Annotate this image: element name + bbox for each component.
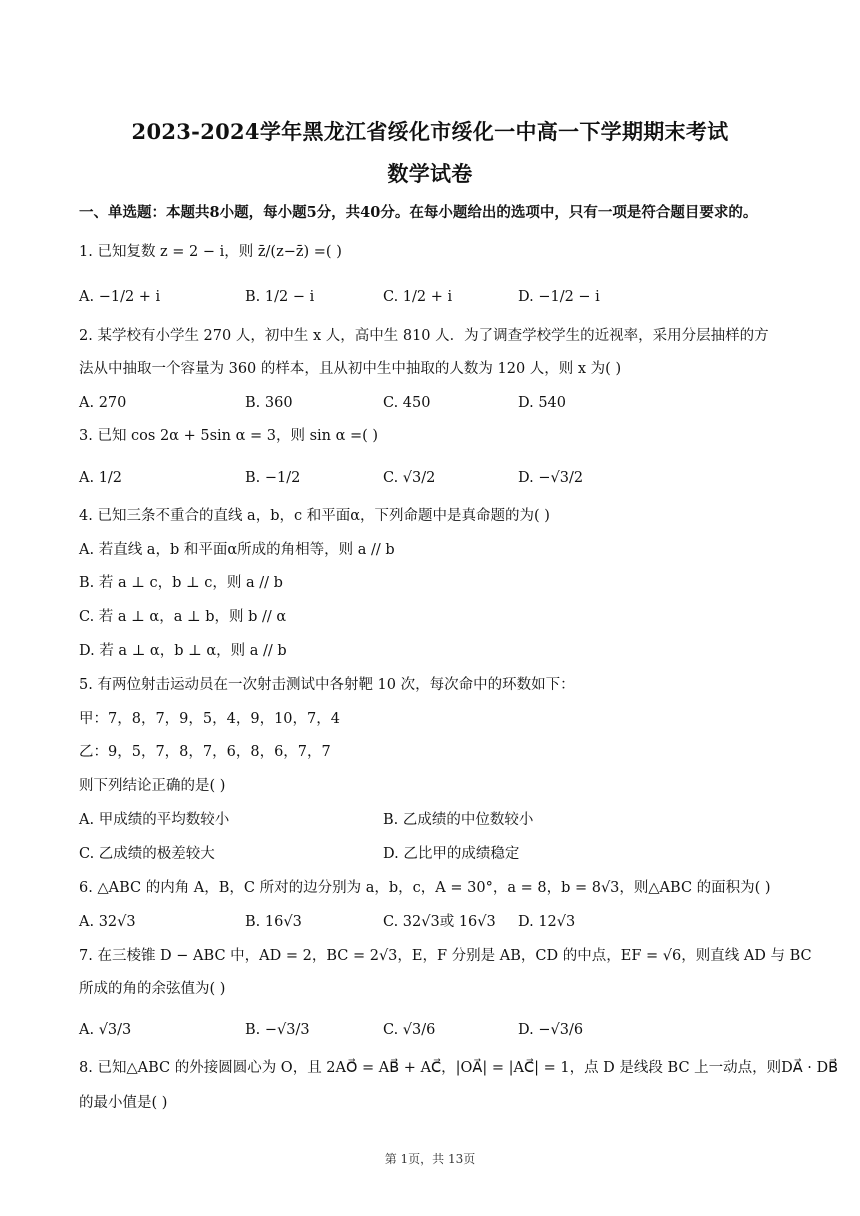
section-heading: 一、单选题：本题共8小题，每小题5分，共40分。在每小题给出的选项中，只有一项是符合题目要求的。 [79,204,758,221]
q4-option-c: C. 若 a ⊥ α，a ⊥ b，则 b // α [79,609,287,625]
q2-stem-line1: 2. 某学校有小学生 270 人，初中生 x 人，高中生 810 人．为了调查学校学生的近视率，采用分层抽样的方 [79,328,769,344]
q3-option-b: B. −1/2 [245,470,301,486]
q6-stem: 6. △ABC 的内角 A，B，C 所对的边分别为 a，b，c，A = 30°，a = 8，b = 8√3，则△ABC 的面积为( ) [79,880,771,896]
q6-option-d: D. 12√3 [518,914,576,930]
page-footer: 第 1页，共 13页 [384,1152,476,1166]
q5-data-yi: 乙：9，5，7，8，7，6，8，6，7，7 [79,744,331,760]
q7-stem-line1: 7. 在三棱锥 D − ABC 中，AD = 2，BC = 2√3，E，F 分别是 AB，CD 的中点，EF = √6，则直线 AD 与 BC [79,948,812,964]
q2-option-a: A. 270 [79,395,127,411]
q5-option-b: B. 乙成绩的中位数较小 [383,812,534,828]
q1-option-a: A. −1/2 + i [79,289,161,305]
q3-option-a: A. 1/2 [79,470,123,486]
q1-option-d: D. −1/2 − i [518,289,600,305]
q4-stem: 4. 已知三条不重合的直线 a，b，c 和平面α，下列命题中是真命题的为( ) [79,508,550,524]
q4-option-d: D. 若 a ⊥ α，b ⊥ α，则 a // b [79,643,287,659]
q6-option-c: C. 32√3或 16√3 [383,914,496,930]
q5-question: 则下列结论正确的是( ) [79,778,226,794]
q3-option-d: D. −√3/2 [518,470,584,486]
q3-option-c: C. √3/2 [383,470,436,486]
q2-stem-line2: 法从中抽取一个容量为 360 的样本，且从初中生中抽取的人数为 120 人，则 x 为( ) [79,361,622,377]
q4-option-a: A. 若直线 a，b 和平面α所成的角相等，则 a // b [79,542,395,558]
q2-option-d: D. 540 [518,395,567,411]
q1-option-c: C. 1/2 + i [383,289,453,305]
q1-option-b: B. 1/2 − i [245,289,315,305]
q5-stem: 5. 有两位射击运动员在一次射击测试中各射靶 10 次，每次命中的环数如下： [79,677,575,693]
q5-option-c: C. 乙成绩的极差较大 [79,846,215,862]
q6-option-b: B. 16√3 [245,914,302,930]
exam-subtitle: 数学试卷 [387,161,473,186]
q5-option-d: D. 乙比甲的成绩稳定 [383,846,520,862]
q7-option-b: B. −√3/3 [245,1022,310,1038]
q7-option-a: A. √3/3 [79,1022,132,1038]
q1-stem: 1. 已知复数 z = 2 − i，则 z̄/(z−z̄) =( ) [79,244,342,260]
q7-stem-line2: 所成的角的余弦值为( ) [79,981,226,997]
q8-stem-line2: 的最小值是( ) [79,1095,168,1111]
q6-option-a: A. 32√3 [79,914,136,930]
q4-option-b: B. 若 a ⊥ c，b ⊥ c，则 a // b [79,575,283,591]
q3-stem: 3. 已知 cos 2α + 5sin α = 3，则 sin α =( ) [79,428,379,444]
q2-option-b: B. 360 [245,395,293,411]
q8-stem-line1: 8. 已知△ABC 的外接圆圆心为 O，且 2AO⃗ = AB⃗ + AC⃗，|OA⃗| = |AC⃗| = 1，点 D 是线段 BC 上一动点，则DA⃗ · DB⃗ [79,1060,839,1076]
q2-option-c: C. 450 [383,395,431,411]
q5-data-jia: 甲：7，8，7，9，5，4，9，10，7，4 [79,711,340,727]
q7-option-c: C. √3/6 [383,1022,436,1038]
exam-title: 2023-2024学年黑龙江省绥化市绥化一中高一下学期期末考试 [131,119,729,144]
q7-option-d: D. −√3/6 [518,1022,584,1038]
q5-option-a: A. 甲成绩的平均数较小 [79,812,230,828]
